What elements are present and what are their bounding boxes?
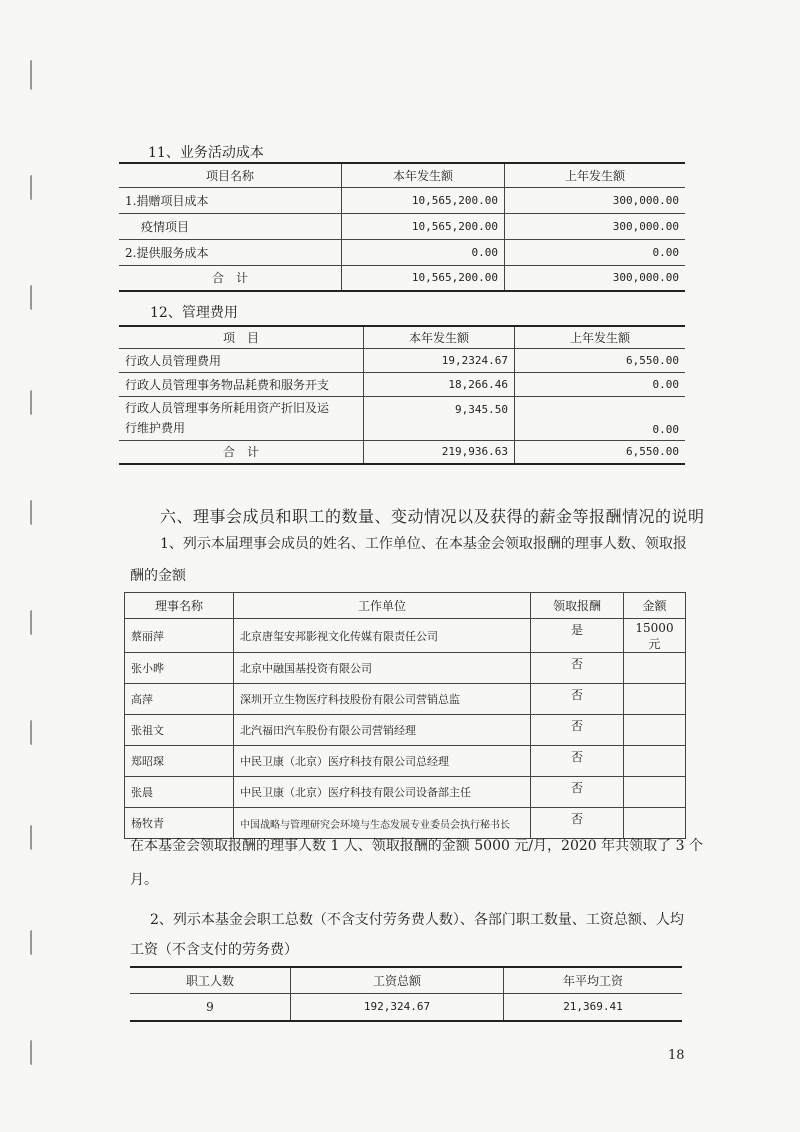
member-amount (624, 808, 686, 839)
member-name: 张小晔 (125, 653, 234, 684)
total-row (119, 265, 685, 291)
col-header: 项 目 (119, 326, 364, 348)
col-header: 本年发生额 (342, 163, 505, 187)
board-members-table (124, 592, 686, 839)
row-current: 10,565,200.00 (342, 213, 505, 239)
col-header: 工作单位 (234, 593, 531, 619)
member-amount (624, 653, 686, 684)
section12-title: 12、管理费用 (150, 305, 238, 321)
table-row (125, 777, 686, 808)
table-row (125, 653, 686, 684)
total-row (119, 440, 685, 464)
item1-text-line2: 酬的金额 (130, 568, 186, 584)
member-name: 张晨 (125, 777, 234, 808)
col-header: 年平均工资 (504, 967, 683, 993)
row-name: 合 计 (119, 265, 342, 291)
table-row (119, 348, 685, 372)
business-cost-table (119, 162, 685, 292)
staff-total: 192,324.67 (291, 993, 504, 1021)
table-row (125, 619, 686, 653)
member-paid: 否 (531, 808, 624, 839)
member-paid: 否 (531, 684, 624, 715)
row-prior: 0.00 (515, 396, 686, 440)
col-header: 本年发生额 (364, 326, 515, 348)
row-prior: 300,000.00 (505, 213, 686, 239)
staff-table (130, 966, 682, 1022)
row-current: 219,936.63 (364, 440, 515, 464)
col-header: 项目名称 (119, 163, 342, 187)
table-row (125, 715, 686, 746)
row-prior: 0.00 (515, 372, 686, 396)
member-paid: 否 (531, 715, 624, 746)
member-unit: 北汽福田汽车股份有限公司营销经理 (234, 715, 531, 746)
member-amount (624, 715, 686, 746)
page-number: 18 (668, 1048, 685, 1063)
table-row (125, 746, 686, 777)
binding-mark (30, 175, 40, 200)
col-header: 职工人数 (130, 967, 291, 993)
member-name: 高萍 (125, 684, 234, 715)
section6-title: 六、理事会成员和职工的数量、变动情况以及获得的薪金等报酬情况的说明 (160, 507, 705, 526)
member-paid: 否 (531, 653, 624, 684)
table-row (125, 684, 686, 715)
binding-mark (30, 60, 40, 90)
binding-mark (30, 285, 40, 310)
item2-text-line2: 工资（不含支付的劳务费） (130, 942, 298, 958)
member-name: 蔡丽萍 (125, 619, 234, 653)
staff-count: 9 (130, 993, 291, 1021)
member-paid: 否 (531, 746, 624, 777)
section11-title: 11、业务活动成本 (148, 145, 264, 161)
row-name: 合 计 (119, 440, 364, 464)
binding-mark (30, 500, 40, 525)
member-unit: 中民卫康（北京）医疗科技有限公司总经理 (234, 746, 531, 777)
board-note-line1: 在本基金会领取报酬的理事人数 1 人、领取报酬的金额 5000 元/月，2020 年共领取了 3 个 (130, 838, 703, 854)
row-name: 行政人员管理事务物品耗费和服务开支 (119, 372, 364, 396)
row-current: 19,2324.67 (364, 348, 515, 372)
table-row (119, 213, 685, 239)
binding-mark (30, 930, 40, 955)
row-name: 1.捐赠项目成本 (119, 187, 342, 213)
row-name: 2.提供服务成本 (119, 239, 342, 265)
row-name-line2: 行维护费用 (125, 421, 186, 435)
member-amount: 15000元 (624, 619, 686, 653)
member-unit: 中民卫康（北京）医疗科技有限公司设备部主任 (234, 777, 531, 808)
member-paid: 否 (531, 777, 624, 808)
row-prior: 300,000.00 (612, 271, 679, 285)
binding-mark (30, 825, 40, 850)
col-header: 金额 (624, 593, 686, 619)
member-amount (624, 684, 686, 715)
col-header: 上年发生额 (505, 163, 686, 187)
table-row (119, 396, 685, 440)
table-row (119, 239, 685, 265)
board-note-line2: 月。 (130, 872, 158, 888)
row-current: 9,345.50 (364, 396, 515, 440)
member-name: 杨牧青 (125, 808, 234, 839)
member-amount (624, 746, 686, 777)
binding-mark (30, 1040, 40, 1065)
row-current: 0.00 (342, 239, 505, 265)
management-expense-table (119, 325, 685, 465)
row-name-line1: 行政人员管理事务所耗用资产折旧及运 (125, 401, 330, 415)
row-name (119, 396, 364, 440)
row-prior: 0.00 (505, 239, 686, 265)
item1-text-line1: 1、列示本届理事会成员的姓名、工作单位、在本基金会领取报酬的理事人数、领取报 (160, 536, 687, 552)
col-header: 工资总额 (291, 967, 504, 993)
table-row (119, 372, 685, 396)
member-name: 张祖文 (125, 715, 234, 746)
member-name: 郑昭琛 (125, 746, 234, 777)
binding-mark (30, 720, 40, 745)
col-header: 领取报酬 (531, 593, 624, 619)
member-unit: 中国战略与管理研究会环境与生态发展专业委员会执行秘书长 (234, 808, 531, 839)
row-name: 行政人员管理费用 (119, 348, 364, 372)
table-row (130, 993, 682, 1021)
member-paid: 是 (531, 619, 624, 653)
row-prior: 6,550.00 (515, 348, 686, 372)
row-current: 18,266.46 (364, 372, 515, 396)
row-prior: 300,000.00 (505, 187, 686, 213)
row-prior: 6,550.00 (626, 445, 679, 459)
col-header: 上年发生额 (515, 326, 686, 348)
table-row (119, 187, 685, 213)
col-header: 理事名称 (125, 593, 234, 619)
binding-mark (30, 390, 40, 415)
row-current: 10,565,200.00 (342, 187, 505, 213)
item2-text-line1: 2、列示本基金会职工总数（不含支付劳务费人数）、各部门职工数量、工资总额、人均 (150, 912, 684, 928)
staff-avg: 21,369.41 (563, 1000, 623, 1014)
member-amount (624, 777, 686, 808)
row-name: 疫情项目 (119, 213, 342, 239)
table-row (125, 808, 686, 839)
member-unit: 北京唐玺安邦影视文化传媒有限责任公司 (234, 619, 531, 653)
row-current: 10,565,200.00 (342, 265, 505, 291)
member-unit: 深圳开立生物医疗科技股份有限公司营销总监 (234, 684, 531, 715)
member-unit: 北京中融国基投资有限公司 (234, 653, 531, 684)
binding-mark (30, 610, 40, 635)
